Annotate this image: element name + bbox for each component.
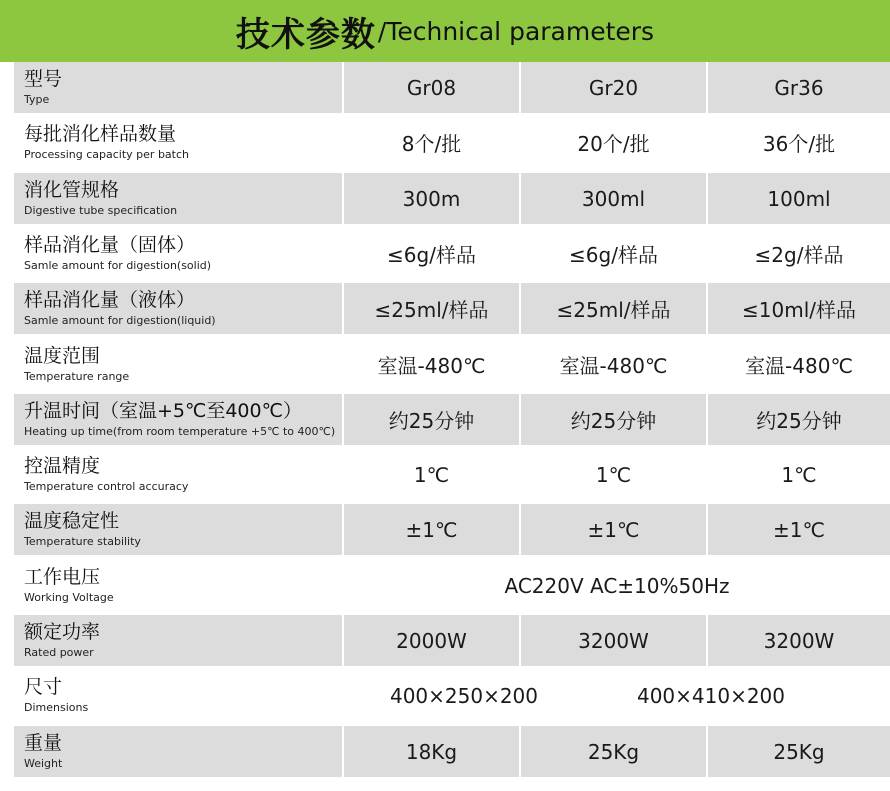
row-label-en: Weight [24, 757, 63, 770]
value-cell: Gr08 [344, 62, 519, 113]
table-row [0, 670, 890, 721]
value-cell: ≤6g/样品 [521, 228, 706, 279]
value-cell: 1℃ [521, 449, 706, 500]
row-label-cn: 额定功率 [24, 621, 101, 643]
value-cell: 300m [344, 173, 519, 224]
row-label-cn: 每批消化样品数量 [24, 123, 177, 145]
row-label-cell [14, 615, 342, 666]
row-label-cn: 控温精度 [24, 455, 101, 477]
value-cell: 400×410×200 [586, 670, 836, 721]
value-cell: Gr20 [521, 62, 706, 113]
row-label-cell [14, 62, 342, 113]
row-label-en: Temperature control accuracy [24, 480, 189, 493]
value-cell: 25Kg [708, 726, 890, 777]
row-label-cell [14, 670, 342, 721]
row-label-en: Rated power [24, 646, 94, 659]
value-cell: ±1℃ [521, 504, 706, 555]
page-title-en: /Technical parameters [377, 16, 655, 46]
value-cell: 1℃ [344, 449, 519, 500]
row-label-cn: 温度范围 [24, 345, 101, 367]
table-row [0, 394, 890, 445]
value-cell: 2000W [344, 615, 519, 666]
value-cell: Gr36 [708, 62, 890, 113]
row-label-cell [14, 339, 342, 390]
value-cell: ±1℃ [708, 504, 890, 555]
table-row [0, 173, 890, 224]
row-label-en: Temperature stability [24, 535, 141, 548]
value-cell: 20个/批 [521, 117, 706, 168]
row-label-en: Temperature range [24, 370, 130, 383]
table-row [0, 504, 890, 555]
value-cell: 18Kg [344, 726, 519, 777]
value-cell: 约25分钟 [521, 394, 706, 445]
table-row [0, 339, 890, 390]
value-cell: 室温-480℃ [344, 339, 519, 390]
row-label-cell [14, 449, 342, 500]
row-label-cn: 升温时间（室温+5℃至400℃） [24, 400, 302, 422]
value-cell: 3200W [708, 615, 890, 666]
row-label-cn: 样品消化量（固体） [24, 234, 196, 256]
row-label-en: Digestive tube specification [24, 204, 178, 217]
value-cell: 36个/批 [708, 117, 890, 168]
page-header [0, 0, 890, 62]
value-cell: ≤25ml/样品 [344, 283, 519, 334]
row-label-cn: 尺寸 [24, 676, 63, 698]
value-cell: ≤2g/样品 [708, 228, 890, 279]
row-label-cell [14, 504, 342, 555]
table-row [0, 560, 890, 611]
row-label-cell [14, 173, 342, 224]
table-row [0, 62, 890, 113]
value-cell: 100ml [708, 173, 890, 224]
row-label-en: Samle amount for digestion(solid) [24, 259, 212, 272]
value-cell: 400×250×200 [344, 670, 584, 721]
value-cell: 约25分钟 [344, 394, 519, 445]
row-label-cell [14, 283, 342, 334]
value-cell: ≤10ml/样品 [708, 283, 890, 334]
row-label-cell [14, 117, 342, 168]
row-label-en: Heating up time(from room temperature +5℃ to 400℃) [24, 425, 336, 438]
row-label-cn: 重量 [24, 732, 63, 754]
row-label-cn: 工作电压 [24, 566, 101, 588]
value-cell: AC220V AC±10%50Hz [344, 560, 890, 611]
value-cell: 约25分钟 [708, 394, 890, 445]
value-cell: 300ml [521, 173, 706, 224]
value-cell: ±1℃ [344, 504, 519, 555]
value-cell: 室温-480℃ [708, 339, 890, 390]
table-row [0, 615, 890, 666]
table-row [0, 449, 890, 500]
row-label-cell [14, 228, 342, 279]
row-label-en: Processing capacity per batch [24, 148, 189, 161]
row-label-cn: 消化管规格 [24, 179, 120, 201]
table-row [0, 117, 890, 168]
value-cell: ≤6g/样品 [344, 228, 519, 279]
value-cell: 25Kg [521, 726, 706, 777]
table-row [0, 283, 890, 334]
row-label-en: Samle amount for digestion(liquid) [24, 314, 216, 327]
row-label-cell [14, 394, 342, 445]
row-label-cn: 温度稳定性 [24, 510, 120, 532]
value-cell: 3200W [521, 615, 706, 666]
page-title-cn: 技术参数 [235, 14, 376, 55]
row-label-en: Type [24, 93, 50, 106]
row-label-en: Dimensions [24, 701, 89, 714]
value-cell: 1℃ [708, 449, 890, 500]
row-label-cn: 型号 [24, 68, 63, 90]
value-cell: 室温-480℃ [521, 339, 706, 390]
table-row [0, 726, 890, 777]
row-label-cell [14, 560, 342, 611]
row-label-cell [14, 726, 342, 777]
row-label-cn: 样品消化量（液体） [24, 289, 196, 311]
table-row [0, 228, 890, 279]
value-cell: 8个/批 [344, 117, 519, 168]
row-label-en: Working Voltage [24, 591, 114, 604]
value-cell: ≤25ml/样品 [521, 283, 706, 334]
